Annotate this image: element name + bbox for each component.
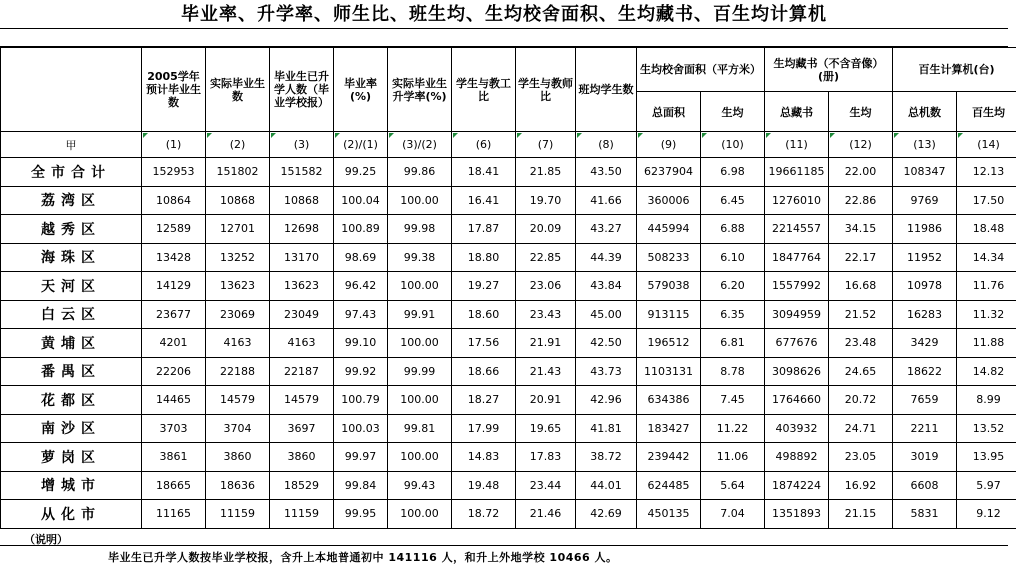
data-cell: 14579 [270, 386, 334, 415]
header-blank [1, 48, 142, 132]
data-cell: 18.48 [957, 215, 1016, 244]
data-cell: 11165 [142, 500, 206, 529]
index-cell: (9) [637, 132, 701, 158]
data-cell: 21.85 [516, 158, 576, 187]
table-row [1, 386, 1016, 415]
index-cell: (2) [206, 132, 270, 158]
index-cell: (10) [701, 132, 765, 158]
data-cell: 7.04 [701, 500, 765, 529]
data-cell: 20.91 [516, 386, 576, 415]
data-cell: 624485 [637, 471, 701, 500]
district-name-cell: 天河区 [1, 272, 142, 301]
data-cell: 20.09 [516, 215, 576, 244]
data-cell: 14.34 [957, 243, 1016, 272]
header-computers-per-hundred: 百生均 [957, 92, 1016, 132]
header-student-teacher-ratio: 学生与教师比 [516, 48, 576, 132]
data-cell: 1847764 [765, 243, 829, 272]
data-cell: 5831 [893, 500, 957, 529]
header-books-per-student: 生均 [829, 92, 893, 132]
data-cell: 19.48 [452, 471, 516, 500]
header-promoted-graduates: 毕业生已升学人数（毕业学校报） [270, 48, 334, 132]
data-cell: 98.69 [334, 243, 388, 272]
data-cell: 21.46 [516, 500, 576, 529]
data-cell: 12.13 [957, 158, 1016, 187]
data-cell: 24.71 [829, 414, 893, 443]
data-cell: 6.81 [701, 329, 765, 358]
data-cell: 41.81 [576, 414, 637, 443]
data-cell: 16.68 [829, 272, 893, 301]
data-cell: 22.00 [829, 158, 893, 187]
data-cell: 19.27 [452, 272, 516, 301]
data-cell: 11.06 [701, 443, 765, 472]
index-cell: (6) [452, 132, 516, 158]
table-row [1, 243, 1016, 272]
notes-divider [0, 545, 1008, 546]
data-cell: 14465 [142, 386, 206, 415]
data-cell: 21.15 [829, 500, 893, 529]
data-cell: 196512 [637, 329, 701, 358]
data-cell: 11.22 [701, 414, 765, 443]
data-cell: 1557992 [765, 272, 829, 301]
data-cell: 44.39 [576, 243, 637, 272]
data-cell: 3860 [270, 443, 334, 472]
data-cell: 7659 [893, 386, 957, 415]
data-cell: 579038 [637, 272, 701, 301]
data-cell: 3019 [893, 443, 957, 472]
data-cell: 108347 [893, 158, 957, 187]
data-cell: 18.72 [452, 500, 516, 529]
data-cell: 43.84 [576, 272, 637, 301]
data-cell: 13623 [270, 272, 334, 301]
index-cell: (12) [829, 132, 893, 158]
data-cell: 99.10 [334, 329, 388, 358]
district-name-cell: 黄埔区 [1, 329, 142, 358]
data-cell: 3704 [206, 414, 270, 443]
district-name-cell: 花都区 [1, 386, 142, 415]
data-cell: 42.69 [576, 500, 637, 529]
data-cell: 14129 [142, 272, 206, 301]
index-cell: (14) [957, 132, 1016, 158]
data-cell: 13623 [206, 272, 270, 301]
table-row [1, 471, 1016, 500]
table-row [1, 158, 1016, 187]
data-cell: 445994 [637, 215, 701, 244]
data-cell: 18529 [270, 471, 334, 500]
data-cell: 11952 [893, 243, 957, 272]
data-cell: 21.52 [829, 300, 893, 329]
data-cell: 3429 [893, 329, 957, 358]
index-row [1, 132, 1016, 158]
data-cell: 99.98 [388, 215, 452, 244]
data-cell: 2211 [893, 414, 957, 443]
data-cell: 100.00 [388, 500, 452, 529]
data-cell: 43.27 [576, 215, 637, 244]
data-cell: 38.72 [576, 443, 637, 472]
data-cell: 19.65 [516, 414, 576, 443]
data-cell: 1276010 [765, 186, 829, 215]
data-cell: 99.43 [388, 471, 452, 500]
data-cell: 21.43 [516, 357, 576, 386]
data-cell: 99.81 [388, 414, 452, 443]
data-cell: 17.56 [452, 329, 516, 358]
notes-text: 毕业生已升学人数按毕业学校报，含升上本地普通初中 141116 人，和升上外地学校 10466 人。 [108, 551, 618, 564]
index-cell: (3) [270, 132, 334, 158]
data-cell: 23069 [206, 300, 270, 329]
data-cell: 2214557 [765, 215, 829, 244]
index-cell: (13) [893, 132, 957, 158]
data-cell: 100.00 [388, 272, 452, 301]
data-cell: 10868 [270, 186, 334, 215]
header-total-area: 总面积 [637, 92, 701, 132]
data-cell: 8.99 [957, 386, 1016, 415]
index-cell: (3)/(2) [388, 132, 452, 158]
data-cell: 508233 [637, 243, 701, 272]
data-cell: 1351893 [765, 500, 829, 529]
data-cell: 4163 [206, 329, 270, 358]
data-cell: 6.10 [701, 243, 765, 272]
index-cell: (7) [516, 132, 576, 158]
header-students-per-class: 班均学生数 [576, 48, 637, 132]
data-cell: 3703 [142, 414, 206, 443]
data-cell: 4201 [142, 329, 206, 358]
table-row [1, 272, 1016, 301]
data-cell: 23677 [142, 300, 206, 329]
header-graduation-rate: 毕业率(%) [334, 48, 388, 132]
data-cell: 913115 [637, 300, 701, 329]
data-cell: 18.60 [452, 300, 516, 329]
table-row [1, 186, 1016, 215]
data-cell: 99.91 [388, 300, 452, 329]
data-cell: 99.92 [334, 357, 388, 386]
data-cell: 14.83 [452, 443, 516, 472]
data-cell: 100.04 [334, 186, 388, 215]
data-cell: 7.45 [701, 386, 765, 415]
table-row [1, 357, 1016, 386]
data-cell: 99.99 [388, 357, 452, 386]
data-cell: 100.00 [388, 386, 452, 415]
data-cell: 14579 [206, 386, 270, 415]
data-cell: 100.00 [388, 329, 452, 358]
index-cell: (1) [142, 132, 206, 158]
data-cell: 23.48 [829, 329, 893, 358]
data-cell: 17.99 [452, 414, 516, 443]
data-cell: 3697 [270, 414, 334, 443]
data-cell: 12701 [206, 215, 270, 244]
data-cell: 43.50 [576, 158, 637, 187]
data-cell: 19661185 [765, 158, 829, 187]
index-label-cell: 甲 [1, 132, 142, 158]
data-cell: 13.52 [957, 414, 1016, 443]
data-cell: 17.50 [957, 186, 1016, 215]
district-name-cell: 南沙区 [1, 414, 142, 443]
table-row [1, 300, 1016, 329]
data-cell: 9769 [893, 186, 957, 215]
data-cell: 13252 [206, 243, 270, 272]
data-cell: 42.96 [576, 386, 637, 415]
data-cell: 6.35 [701, 300, 765, 329]
data-cell: 11.76 [957, 272, 1016, 301]
data-cell: 3860 [206, 443, 270, 472]
data-cell: 23.44 [516, 471, 576, 500]
data-cell: 13428 [142, 243, 206, 272]
data-cell: 18.41 [452, 158, 516, 187]
data-cell: 16283 [893, 300, 957, 329]
data-cell: 18.27 [452, 386, 516, 415]
blank-row [0, 29, 1008, 47]
table-row [1, 215, 1016, 244]
data-cell: 13170 [270, 243, 334, 272]
data-cell: 21.91 [516, 329, 576, 358]
table-row [1, 329, 1016, 358]
data-cell: 22.17 [829, 243, 893, 272]
data-cell: 19.70 [516, 186, 576, 215]
data-cell: 677676 [765, 329, 829, 358]
data-cell: 99.38 [388, 243, 452, 272]
data-cell: 45.00 [576, 300, 637, 329]
data-cell: 151582 [270, 158, 334, 187]
data-cell: 99.95 [334, 500, 388, 529]
district-name-cell: 增城市 [1, 471, 142, 500]
data-cell: 43.73 [576, 357, 637, 386]
data-cell: 18622 [893, 357, 957, 386]
data-cell: 5.64 [701, 471, 765, 500]
table-body [1, 158, 1016, 529]
data-cell: 14.82 [957, 357, 1016, 386]
data-cell: 4163 [270, 329, 334, 358]
table-row [1, 414, 1016, 443]
data-cell: 100.00 [388, 443, 452, 472]
data-cell: 18.80 [452, 243, 516, 272]
data-cell: 18636 [206, 471, 270, 500]
district-name-cell: 越秀区 [1, 215, 142, 244]
header-expected-graduates: 2005学年预计毕业生数 [142, 48, 206, 132]
data-cell: 18.66 [452, 357, 516, 386]
data-cell: 96.42 [334, 272, 388, 301]
data-cell: 11.88 [957, 329, 1016, 358]
data-cell: 1103131 [637, 357, 701, 386]
data-cell: 100.79 [334, 386, 388, 415]
data-cell: 6237904 [637, 158, 701, 187]
header-actual-graduates: 实际毕业生数 [206, 48, 270, 132]
data-cell: 13.95 [957, 443, 1016, 472]
data-cell: 6.20 [701, 272, 765, 301]
header-group-floor-area: 生均校舍面积（平方米） [637, 48, 765, 92]
data-cell: 11.32 [957, 300, 1016, 329]
data-cell: 6.88 [701, 215, 765, 244]
data-cell: 41.66 [576, 186, 637, 215]
table-row [1, 500, 1016, 529]
data-cell: 450135 [637, 500, 701, 529]
data-cell: 360006 [637, 186, 701, 215]
data-cell: 3098626 [765, 357, 829, 386]
data-cell: 100.03 [334, 414, 388, 443]
data-cell: 23.05 [829, 443, 893, 472]
data-cell: 99.86 [388, 158, 452, 187]
data-cell: 23.43 [516, 300, 576, 329]
table-row [1, 443, 1016, 472]
data-cell: 16.41 [452, 186, 516, 215]
data-cell: 3861 [142, 443, 206, 472]
data-cell: 23.06 [516, 272, 576, 301]
data-cell: 22.85 [516, 243, 576, 272]
data-cell: 10864 [142, 186, 206, 215]
district-name-cell: 全市合计 [1, 158, 142, 187]
data-cell: 100.89 [334, 215, 388, 244]
data-cell: 99.97 [334, 443, 388, 472]
index-cell: (8) [576, 132, 637, 158]
data-cell: 22206 [142, 357, 206, 386]
data-cell: 8.78 [701, 357, 765, 386]
data-cell: 6.98 [701, 158, 765, 187]
notes-label: （说明） [24, 533, 68, 546]
header-total-books: 总藏书 [765, 92, 829, 132]
data-cell: 97.43 [334, 300, 388, 329]
data-cell: 22188 [206, 357, 270, 386]
data-cell: 3094959 [765, 300, 829, 329]
statistics-table [0, 47, 1016, 529]
header-area-per-student: 生均 [701, 92, 765, 132]
data-cell: 17.87 [452, 215, 516, 244]
data-cell: 34.15 [829, 215, 893, 244]
table-title: 毕业率、升学率、师生比、班生均、生均校舍面积、生均藏书、百生均计算机 [0, 0, 1008, 29]
district-name-cell: 番禺区 [1, 357, 142, 386]
data-cell: 403932 [765, 414, 829, 443]
data-cell: 22187 [270, 357, 334, 386]
index-cell: (11) [765, 132, 829, 158]
data-cell: 18665 [142, 471, 206, 500]
data-cell: 42.50 [576, 329, 637, 358]
data-cell: 22.86 [829, 186, 893, 215]
data-cell: 10868 [206, 186, 270, 215]
data-cell: 1764660 [765, 386, 829, 415]
header-total-computers: 总机数 [893, 92, 957, 132]
data-cell: 24.65 [829, 357, 893, 386]
data-cell: 12698 [270, 215, 334, 244]
data-cell: 23049 [270, 300, 334, 329]
data-cell: 152953 [142, 158, 206, 187]
district-name-cell: 海珠区 [1, 243, 142, 272]
data-cell: 5.97 [957, 471, 1016, 500]
data-cell: 100.00 [388, 186, 452, 215]
data-cell: 183427 [637, 414, 701, 443]
data-cell: 17.83 [516, 443, 576, 472]
data-cell: 11159 [206, 500, 270, 529]
data-cell: 20.72 [829, 386, 893, 415]
data-cell: 11986 [893, 215, 957, 244]
data-cell: 11159 [270, 500, 334, 529]
header-group-books: 生均藏书（不含音像）(册) [765, 48, 893, 92]
data-cell: 239442 [637, 443, 701, 472]
data-cell: 12589 [142, 215, 206, 244]
data-cell: 1874224 [765, 471, 829, 500]
data-cell: 634386 [637, 386, 701, 415]
index-cell: (2)/(1) [334, 132, 388, 158]
header-student-staff-ratio: 学生与教工比 [452, 48, 516, 132]
header-promotion-rate: 实际毕业生升学率(%) [388, 48, 452, 132]
data-cell: 151802 [206, 158, 270, 187]
data-cell: 99.25 [334, 158, 388, 187]
district-name-cell: 荔湾区 [1, 186, 142, 215]
district-name-cell: 从化市 [1, 500, 142, 529]
district-name-cell: 白云区 [1, 300, 142, 329]
data-cell: 498892 [765, 443, 829, 472]
data-cell: 44.01 [576, 471, 637, 500]
district-name-cell: 萝岗区 [1, 443, 142, 472]
data-cell: 10978 [893, 272, 957, 301]
header-group-computers: 百生计算机(台) [893, 48, 1016, 92]
data-cell: 16.92 [829, 471, 893, 500]
data-cell: 6608 [893, 471, 957, 500]
data-cell: 6.45 [701, 186, 765, 215]
data-cell: 99.84 [334, 471, 388, 500]
data-cell: 9.12 [957, 500, 1016, 529]
